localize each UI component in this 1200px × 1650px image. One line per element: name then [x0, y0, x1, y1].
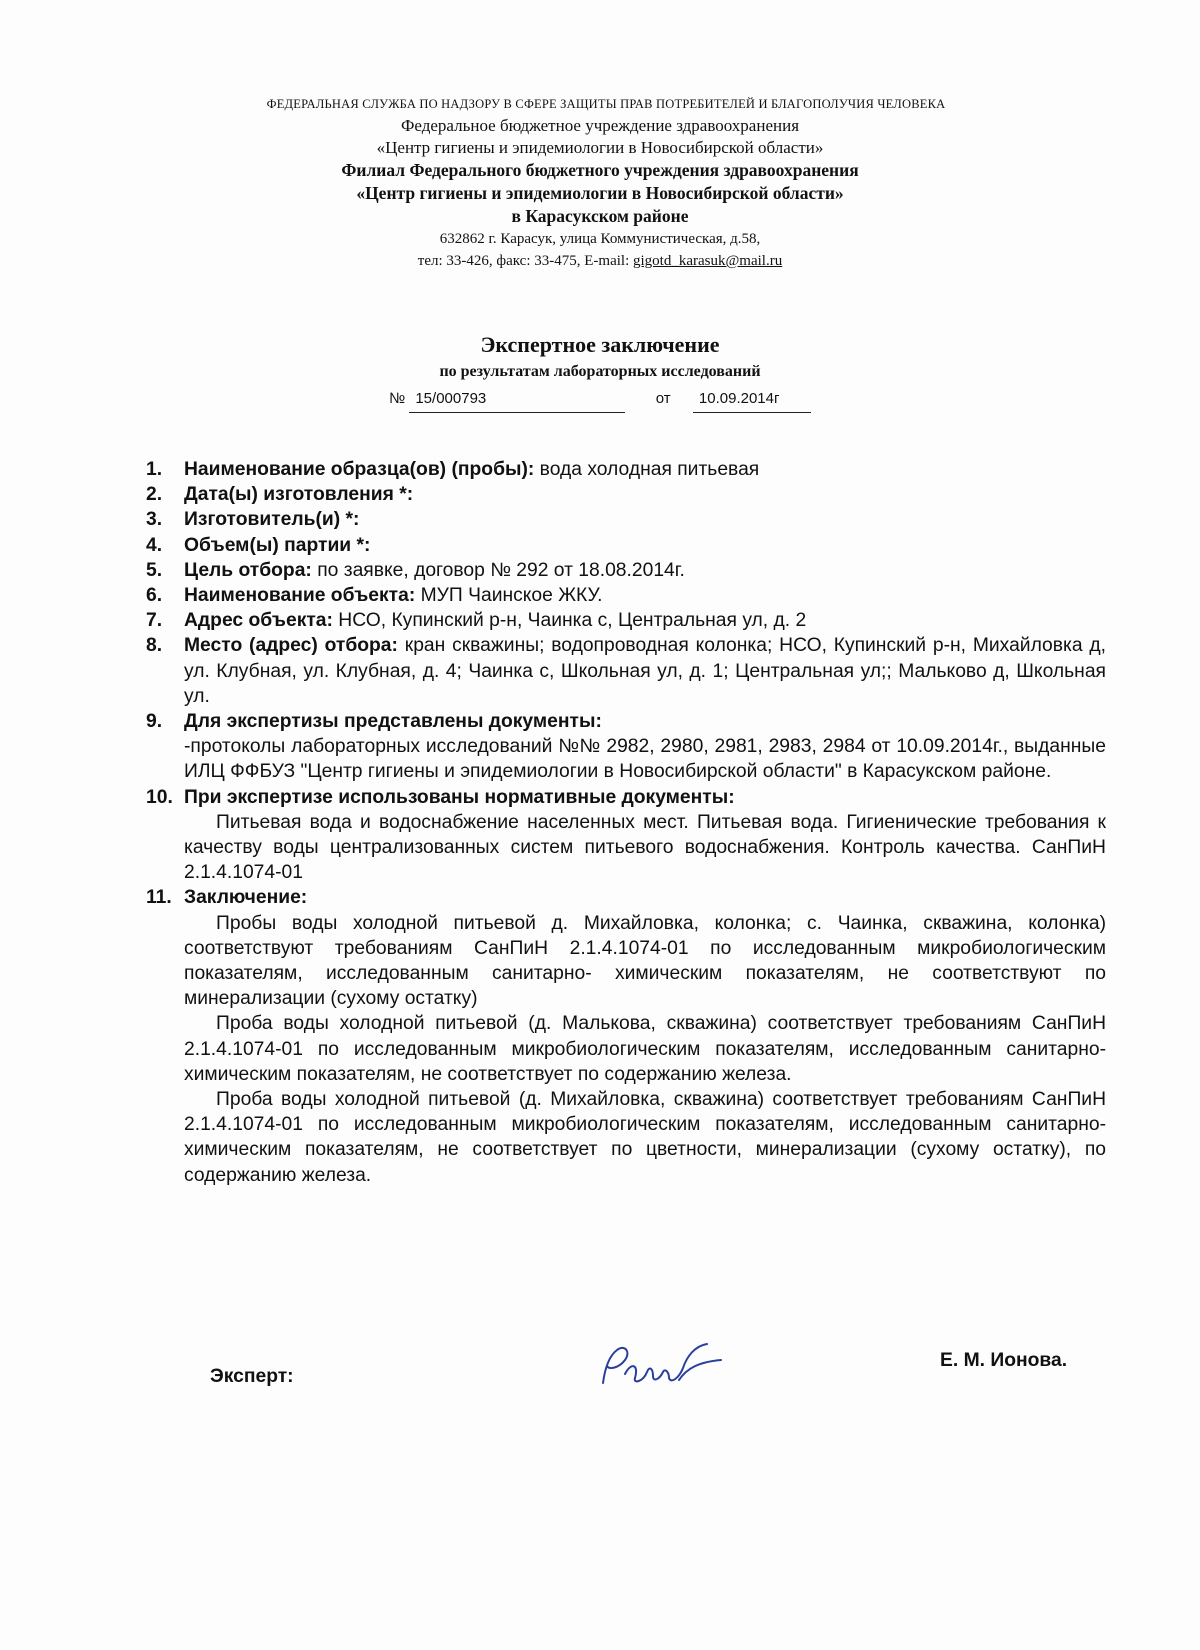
item-number: 8.	[146, 635, 163, 657]
item-8-text	[184, 633, 1106, 709]
item-label: Наименование образца(ов) (пробы):	[184, 459, 535, 480]
document-subtitle: по результатам лабораторных исследований	[439, 363, 761, 380]
conclusion-paragraph: Пробы воды холодной питьевой д. Михайловка, колонка; с. Чаинка, скважина, колонка) соответствуют требованиям СанПиН 2.1.4.1074-01 по исследованным микробиологическим показателям, исследованным санитарно- химическим показателям, не соответствуют по минерализации (сухому остатку)	[184, 912, 1106, 1010]
branch-line-1: Филиал Федерального бюджетного учреждения здравоохранения	[341, 160, 859, 180]
item-number: 3.	[146, 509, 163, 531]
item-number: 11.	[146, 887, 172, 909]
handwritten-signature-icon	[595, 1338, 735, 1398]
item-number: 1.	[146, 459, 163, 480]
item-7	[146, 608, 1106, 633]
email-link[interactable]: gigotd_karasuk@mail.ru	[633, 253, 783, 269]
item-10	[146, 785, 1106, 886]
item-8	[146, 633, 1106, 709]
document-title-block	[0, 330, 1200, 413]
item-3	[146, 507, 1106, 532]
item-value: по заявке, договор № 292 от 18.08.2014г.	[311, 559, 685, 581]
document-title: Экспертное заключение	[480, 332, 720, 357]
item-2	[146, 482, 1106, 507]
document-number-line	[0, 386, 1200, 413]
item-label: Изготовитель(и) *:	[184, 509, 360, 531]
item-number: 2.	[146, 484, 163, 506]
item-1	[146, 457, 1106, 482]
address: 632862 г. Карасук, улица Коммунистическая, д.58,	[439, 231, 761, 247]
item-label: Объем(ы) партии *:	[184, 534, 371, 556]
item-9-text: -протоколы лабораторных исследований №№ 2982, 2980, 2981, 2983, 2984 от 10.09.2014г., выданные ИЛЦ ФФБУЗ "Центр гигиены и эпидемиологии в Новосибирской области" в Карасукском районе.	[184, 736, 1106, 783]
item-value: МУП Чаинское ЖКУ.	[415, 585, 603, 607]
item-label: Место (адрес) отбора:	[184, 635, 398, 657]
document-number: 15/000793	[409, 386, 625, 413]
agency-name: ФЕДЕРАЛЬНАЯ СЛУЖБА ПО НАДЗОРУ В СФЕРЕ ЗАЩИТЫ ПРАВ ПОТРЕБИТЕЛЕЙ И БЛАГОПОЛУЧИЯ ЧЕЛОВЕКА	[266, 97, 946, 111]
document-date: 10.09.2014г	[693, 386, 811, 413]
institution-line-2: «Центр гигиены и эпидемиологии в Новосибирской области»	[376, 138, 824, 157]
branch-line-2: «Центр гигиены и эпидемиологии в Новосибирской области»	[356, 183, 844, 203]
item-label: Заключение:	[184, 887, 308, 909]
item-value: НСО, Купинский р-н, Чаинка с, Центральная ул, д. 2	[332, 610, 807, 632]
item-9	[146, 709, 1106, 785]
item-11	[146, 885, 1106, 1187]
item-number: 4.	[146, 534, 163, 556]
conclusion-paragraph: Проба воды холодной питьевой (д. Малькова, скважина) соответствует требованиям СанПиН 2.1.4.1074-01 по исследованным микробиологическим показателям, исследованным санитарно- химическим показателям, не соответствует по содержанию железа.	[184, 1013, 1106, 1085]
letterhead	[0, 93, 1200, 272]
expert-name: Е. М. Ионова.	[940, 1350, 1068, 1371]
item-number: 9.	[146, 711, 163, 733]
expert-label: Эксперт:	[210, 1366, 294, 1387]
item-label: Для экспертизы представлены документы:	[184, 711, 602, 733]
item-label: Цель отбора:	[184, 559, 312, 581]
item-label: Наименование объекта:	[184, 585, 416, 607]
item-label: Адрес объекта:	[184, 610, 333, 632]
item-10-text: Питьевая вода и водоснабжение населенных мест. Питьевая вода. Гигиенические требования к качеству воды централизованных систем питьевого водоснабжения. Контроль качества. СанПиН 2.1.4.1074-01	[184, 811, 1106, 884]
date-label: от	[655, 390, 671, 407]
institution-line-1: Федеральное бюджетное учреждение здравоохранения	[400, 116, 800, 135]
item-label: Дата(ы) изготовления *:	[184, 484, 414, 506]
item-number: 10.	[146, 786, 173, 808]
item-4	[146, 533, 1106, 558]
item-value: вода холодная питьевая	[534, 459, 760, 480]
contacts-text: тел: 33-426, факс: 33-475, E-mail:	[417, 253, 633, 269]
item-6	[146, 583, 1106, 608]
conclusion-paragraph: Проба воды холодной питьевой (д. Михайловка, скважина) соответствует требованиям СанПиН 2.1.4.1074-01 по исследованным микробиологическим показателям, исследованным санитарно- химическим показателям, не соответствует по цветности, минерализации (сухому остатку), по содержанию железа.	[184, 1089, 1106, 1186]
item-number: 7.	[146, 610, 163, 632]
item-number: 5.	[146, 559, 163, 581]
contacts	[0, 250, 1200, 272]
item-number: 6.	[146, 585, 163, 607]
document-body	[146, 457, 1106, 1188]
item-value: кран скважины; водопроводная колонка; НСО, Купинский р-н, Михайловка д, ул. Клубная, ул. Клубная, д. 4; Чаинка с, Школьная ул, д. 1; Центральная ул;; Мальково д, Школьная ул.	[184, 635, 1106, 707]
item-label: При экспертизе использованы нормативные документы:	[184, 786, 735, 808]
item-5	[146, 558, 1106, 583]
number-label: №	[389, 390, 406, 407]
branch-line-3: в Карасукском районе	[511, 206, 689, 226]
